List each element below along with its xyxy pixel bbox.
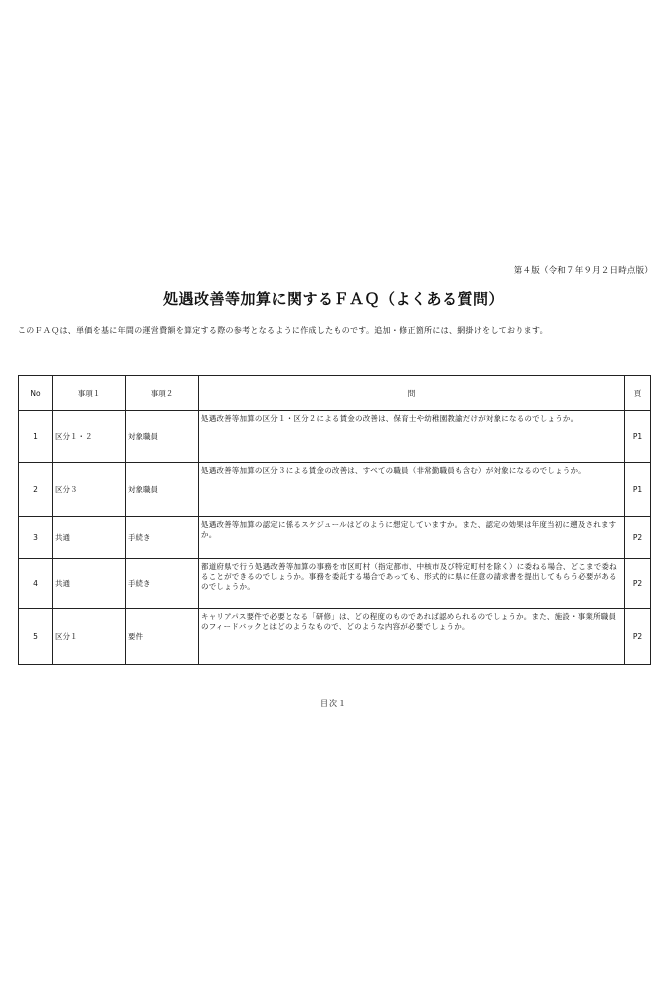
intro-text: このＦＡＱは、単価を基に年間の運営費額を算定する際の参考となるように作成したものです。追加・修正箇所には、網掛けをしております。	[18, 326, 548, 335]
cell-no: 3	[19, 517, 53, 559]
question-link[interactable]: 処遇改善等加算の区分３による賃金の改善は、すべての職員（非常勤職員も含む）が対象になるのでしょうか。	[201, 466, 586, 475]
cell-no: 5	[19, 609, 53, 665]
page-footer: 目次１	[320, 699, 347, 708]
question-link[interactable]: 都道府県で行う処遇改善等加算の事務を市区町村（指定都市、中核市及び特定町村を除く）に委ねる場合、どこまで委ねることができるのでしょうか。事務を委託する場合であっても、形式的に県に任意の請求書を提出してもらう必要があるのでしょうか。	[201, 562, 617, 591]
faq-table	[18, 375, 651, 665]
cell-question[interactable]	[199, 517, 625, 559]
cell-page[interactable]: P2	[625, 559, 651, 609]
cell-question[interactable]	[199, 559, 625, 609]
header-no: No	[19, 376, 53, 411]
cell-item1: 共通	[53, 559, 126, 609]
cell-no: 4	[19, 559, 53, 609]
page-title: 処遇改善等加算に関するＦＡＱ（よくある質問）	[162, 290, 504, 308]
cell-item1: 区分１	[53, 609, 126, 665]
cell-item2: 要件	[126, 609, 199, 665]
table-row	[19, 559, 651, 609]
cell-page[interactable]: P1	[625, 411, 651, 463]
cell-item1: 区分１・２	[53, 411, 126, 463]
header-question: 問	[199, 376, 625, 411]
cell-question[interactable]	[199, 463, 625, 517]
cell-page[interactable]: P2	[625, 517, 651, 559]
cell-page[interactable]: P1	[625, 463, 651, 517]
cell-question[interactable]	[199, 411, 625, 463]
cell-item1: 共通	[53, 517, 126, 559]
cell-question[interactable]	[199, 609, 625, 665]
table-header-row	[19, 376, 651, 411]
cell-item2: 対象職員	[126, 411, 199, 463]
question-link[interactable]: 処遇改善等加算の認定に係るスケジュールはどのように想定していますか。また、認定の効果は年度当初に遡及されますか。	[201, 520, 617, 539]
cell-item2: 手続き	[126, 559, 199, 609]
cell-no: 2	[19, 463, 53, 517]
table-row	[19, 411, 651, 463]
edition-label: 第４版（令和７年９月２日時点版）	[513, 266, 653, 276]
cell-item2: 手続き	[126, 517, 199, 559]
cell-no: 1	[19, 411, 53, 463]
header-page: 頁	[625, 376, 651, 411]
table-row	[19, 517, 651, 559]
table-row	[19, 609, 651, 665]
question-link[interactable]: 処遇改善等加算の区分１・区分２による賃金の改善は、保育士や幼稚園教諭だけが対象になるのでしょうか。	[201, 414, 579, 423]
header-item2: 事項２	[126, 376, 199, 411]
header-item1: 事項１	[53, 376, 126, 411]
cell-item2: 対象職員	[126, 463, 199, 517]
cell-page[interactable]: P2	[625, 609, 651, 665]
table-row	[19, 463, 651, 517]
question-link[interactable]: キャリアパス要件で必要となる「研修」は、どの程度のものであれば認められるのでしょうか。また、施設・事業所職員のフィードバックとはどのようなもので、どのような内容が必要でしょうか。	[201, 612, 617, 631]
cell-item1: 区分３	[53, 463, 126, 517]
